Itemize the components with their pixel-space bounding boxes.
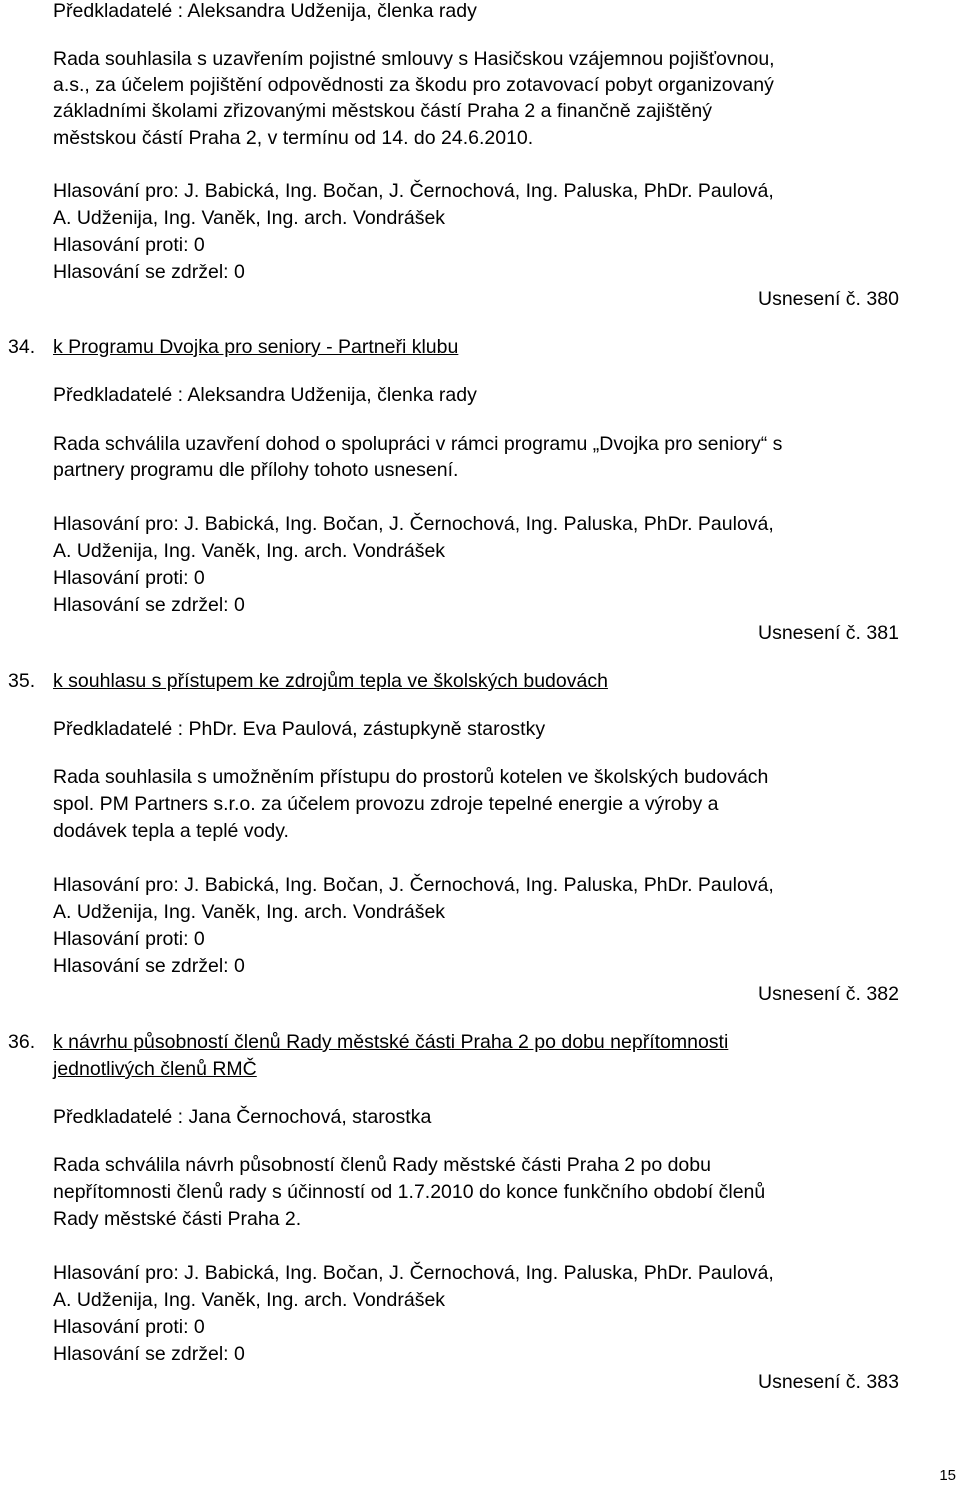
top-text-line: základními školami zřizovanými městskou částí Praha 2 a finančně zajištěný <box>53 100 712 122</box>
item-number: 35. <box>8 670 36 692</box>
item-vote-abstain: Hlasování se zdržel: 0 <box>53 594 245 616</box>
item-text-line: Rada souhlasila s umožněním přístupu do prostorů kotelen ve školských budovách <box>53 766 769 788</box>
item-title: jednotlivých členů RMČ <box>53 1058 257 1080</box>
item-vote-for: A. Udženija, Ing. Vaněk, Ing. arch. Vondrášek <box>53 1289 446 1311</box>
item-presenter: Předkladatelé : Jana Černochová, starostka <box>53 1106 432 1128</box>
item-number: 36. <box>8 1031 36 1053</box>
item-vote-for: Hlasování pro: J. Babická, Ing. Bočan, J. Černochová, Ing. Paluska, PhDr. Paulová, <box>53 1262 774 1284</box>
item-text-line: dodávek tepla a teplé vody. <box>53 820 289 842</box>
page-number: 15 <box>939 1467 956 1484</box>
top-vote-abstain: Hlasování se zdržel: 0 <box>53 261 245 283</box>
item-title: k souhlasu s přístupem ke zdrojům tepla ve školských budovách <box>53 670 608 692</box>
item-vote-for: Hlasování pro: J. Babická, Ing. Bočan, J. Černochová, Ing. Paluska, PhDr. Paulová, <box>53 874 774 896</box>
item-vote-for: A. Udženija, Ing. Vaněk, Ing. arch. Vondrášek <box>53 901 446 923</box>
item-title: k návrhu působností členů Rady městské části Praha 2 po dobu nepřítomnosti <box>53 1031 729 1053</box>
item-presenter: Předkladatelé : Aleksandra Udženija, členka rady <box>53 384 477 406</box>
item-vote-abstain: Hlasování se zdržel: 0 <box>53 955 245 977</box>
item-number: 34. <box>8 336 36 358</box>
top-vote-against: Hlasování proti: 0 <box>53 234 205 256</box>
top-vote-for: Hlasování pro: J. Babická, Ing. Bočan, J. Černochová, Ing. Paluska, PhDr. Paulová, <box>53 180 774 202</box>
item-text-line: Rady městské části Praha 2. <box>53 1208 302 1230</box>
item-text-line: Rada schválila návrh působností členů Rady městské části Praha 2 po dobu <box>53 1154 711 1176</box>
top-text-line: městskou částí Praha 2, v termínu od 14. do 24.6.2010. <box>53 127 534 149</box>
item-text-line: Rada schválila uzavření dohod o spolupráci v rámci programu „Dvojka pro seniory“ s <box>53 433 783 455</box>
item-vote-abstain: Hlasování se zdržel: 0 <box>53 1343 245 1365</box>
item-vote-against: Hlasování proti: 0 <box>53 1316 205 1338</box>
item-text-line: spol. PM Partners s.r.o. za účelem provozu zdroje tepelné energie a výroby a <box>53 793 719 815</box>
top-text-line: a.s., za účelem pojištění odpovědnosti za škodu pro zotavovací pobyt organizovaný <box>53 74 774 96</box>
top-text-line: Rada souhlasila s uzavřením pojistné smlouvy s Hasičskou vzájemnou pojišťovnou, <box>53 48 775 70</box>
top-vote-for: A. Udženija, Ing. Vaněk, Ing. arch. Vondrášek <box>53 207 446 229</box>
resolution-number: Usnesení č. 381 <box>758 622 899 644</box>
item-vote-against: Hlasování proti: 0 <box>53 567 205 589</box>
resolution-number: Usnesení č. 383 <box>758 1371 899 1393</box>
item-presenter: Předkladatelé : PhDr. Eva Paulová, zástupkyně starostky <box>53 718 546 740</box>
item-vote-for: A. Udženija, Ing. Vaněk, Ing. arch. Vondrášek <box>53 540 446 562</box>
resolution-number: Usnesení č. 382 <box>758 983 899 1005</box>
item-text-line: partnery programu dle přílohy tohoto usnesení. <box>53 459 459 481</box>
resolution-number: Usnesení č. 380 <box>758 288 899 310</box>
item-vote-against: Hlasování proti: 0 <box>53 928 205 950</box>
item-vote-for: Hlasování pro: J. Babická, Ing. Bočan, J. Černochová, Ing. Paluska, PhDr. Paulová, <box>53 513 774 535</box>
item-title: k Programu Dvojka pro seniory - Partneři klubu <box>53 336 459 358</box>
item-text-line: nepřítomnosti členů rady s účinností od 1.7.2010 do konce funkčního období členů <box>53 1181 766 1203</box>
top-presenter: Předkladatelé : Aleksandra Udženija, členka rady <box>53 0 477 22</box>
